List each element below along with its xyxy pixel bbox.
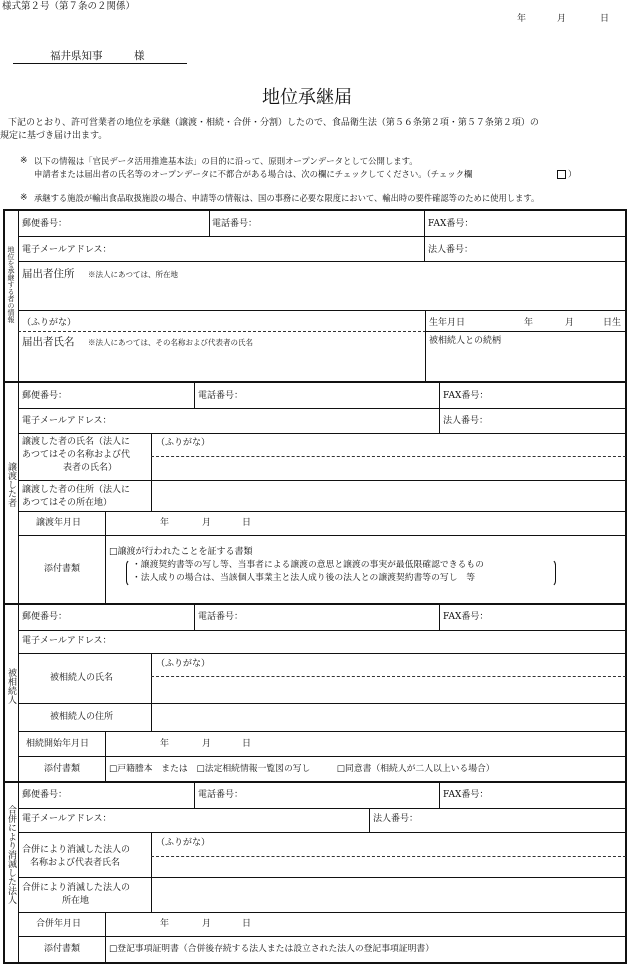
row-line xyxy=(18,936,626,937)
form-top-border xyxy=(3,209,626,211)
furigana-dashed-line xyxy=(151,456,626,457)
merger-name-line1: 合併により消滅した法人の xyxy=(22,845,131,855)
merger-cell-divider xyxy=(105,912,106,962)
merger-side-label: 合併により消滅した法人 xyxy=(6,805,16,904)
merger-cell-divider xyxy=(439,781,440,808)
row-line xyxy=(18,630,626,631)
decedent-date-day: 日 xyxy=(242,739,252,749)
merger-cell-divider xyxy=(369,808,370,832)
transferor-email-label: 電子メールアドレス： xyxy=(22,416,112,426)
successor-email-label: 電子メールアドレス： xyxy=(22,245,112,255)
page-title: 地位承継届 xyxy=(262,87,352,108)
successor-relation-label: 被相続人との続柄 xyxy=(429,336,502,346)
successor-postal-label: 郵便番号： xyxy=(22,219,68,229)
addressee-underline xyxy=(13,63,187,64)
note1-close: ） xyxy=(568,169,577,179)
merger-corp-no-label: 法人番号： xyxy=(373,814,419,824)
note2-text: 承継する施設が輸出食品取扱施設の場合、申請等の情報は、国の事務に必要な限度において、輸出時の要件確認等のために使用します。 xyxy=(34,193,540,203)
decedent-furigana-label: （ふりがな） xyxy=(156,659,211,669)
successor-furigana-label: （ふりがな） xyxy=(22,318,77,328)
merger-attach-label: 添付書類 xyxy=(44,944,81,954)
opendata-checkbox[interactable] xyxy=(557,170,566,182)
transferor-side-label: 譲渡した者 xyxy=(6,462,16,507)
row-line xyxy=(18,310,626,311)
date-month-label: 月 xyxy=(557,14,567,24)
note1-line1: 以下の情報は「官民データ活用推進基本法」の目的に沿って、原則オープンデータとして公開します。 xyxy=(34,156,418,166)
successor-address-field[interactable] xyxy=(22,284,622,306)
merger-date-label: 合併年月日 xyxy=(36,919,82,929)
successor-name-note: ※法人にあつては、その名称および代表者の氏名 xyxy=(88,338,253,347)
transferor-postal-label: 郵便番号： xyxy=(22,391,68,401)
successor-birth-label: 生年月日 xyxy=(429,318,466,328)
merger-date-year: 年 xyxy=(160,919,170,929)
transferor-address-line1: 譲渡した者の住所（法人に xyxy=(22,485,131,495)
section-divider-3 xyxy=(3,781,626,783)
successor-cell-divider xyxy=(424,209,425,236)
successor-address-note: ※法人にあつては、所在地 xyxy=(88,270,178,279)
section-divider-1 xyxy=(3,381,626,383)
row-line xyxy=(18,653,626,654)
row-line xyxy=(18,480,626,481)
row-line xyxy=(18,433,626,434)
merger-date-day: 日 xyxy=(242,919,252,929)
row-line xyxy=(425,331,626,332)
decedent-start-label: 相続開始年月日 xyxy=(26,739,90,749)
row-line xyxy=(18,808,626,809)
successor-birth-month: 月 xyxy=(565,318,575,328)
date-day-label: 日 xyxy=(600,14,610,24)
transferor-furigana-label: （ふりがな） xyxy=(156,438,211,448)
decedent-date-year: 年 xyxy=(160,739,170,749)
transferor-date-month: 月 xyxy=(202,518,212,528)
row-line xyxy=(18,912,626,913)
decedent-name-label: 被相続人の氏名 xyxy=(50,673,114,683)
transferor-cell-divider xyxy=(105,511,106,603)
transferor-corp-no-label: 法人番号： xyxy=(443,416,489,426)
row-line xyxy=(18,511,626,512)
transferor-name-line3: 表者の氏名） xyxy=(63,463,118,473)
transferor-attach-bullet1: ・譲渡契約書等の写し等、当事者による譲渡の意思と譲渡の事実が最低限確認できるもの xyxy=(132,560,484,570)
note1-mark: ※ xyxy=(20,156,28,166)
decedent-cell-divider xyxy=(439,603,440,630)
transferor-address-line2: あつてはその所在地） xyxy=(22,498,113,508)
decedent-attach-options[interactable]: □戸籍謄本 または □法定相続情報一覧図の写し □同意書（相続人が二人以上いる場合） xyxy=(109,764,495,774)
transferor-date-label: 譲渡年月日 xyxy=(36,518,82,528)
successor-cell-divider xyxy=(209,209,210,236)
row-line xyxy=(18,236,626,237)
row-line xyxy=(18,756,626,757)
intro-line1: 下記のとおり、許可営業者の地位を承継（譲渡・相続・合併・分割）したので、食品衛生法（第５６条第２項・第５７条第２項）の xyxy=(8,118,539,128)
transferor-name-line2: あつてはその名称および代 xyxy=(22,450,131,460)
note2-mark: ※ xyxy=(20,193,28,203)
successor-birth-day: 日生 xyxy=(603,318,622,328)
form-bottom-border xyxy=(3,962,626,964)
transferor-date-day: 日 xyxy=(242,518,252,528)
successor-name-label: 届出者氏名 xyxy=(22,336,75,348)
merger-date-month: 月 xyxy=(202,919,212,929)
merger-fax-label: FAX番号： xyxy=(443,790,489,800)
date-year-label: 年 xyxy=(517,14,527,24)
decedent-attach-label: 添付書類 xyxy=(44,764,81,774)
decedent-email-label: 電子メールアドレス： xyxy=(22,636,112,646)
merger-attach-option[interactable]: □登記事項証明書（合併後存続する法人または設立された法人の登記事項証明書） xyxy=(109,944,435,954)
merger-name-line2: 名称および代表者氏名 xyxy=(30,858,121,868)
transferor-cell-divider xyxy=(439,408,440,433)
row-line xyxy=(18,703,626,704)
transferor-fax-label: FAX番号： xyxy=(443,391,489,401)
merger-address-line1: 合併により消滅した法人の xyxy=(22,883,131,893)
decedent-date-month: 月 xyxy=(202,739,212,749)
addressee-suffix: 様 xyxy=(134,50,145,62)
merger-cell-divider xyxy=(194,781,195,808)
successor-side-label: 地位を承継する者の情報 xyxy=(7,246,15,323)
merger-email-label: 電子メールアドレス： xyxy=(22,814,112,824)
decedent-cell-divider xyxy=(151,653,152,731)
transferor-attach-bullet2: ・法人成りの場合は、当該個人事業主と法人成り後の法人との譲渡契約書等の写し 等 xyxy=(132,573,476,583)
intro-line2: 規定に基づき届け出ます。 xyxy=(0,131,108,141)
decedent-address-label: 被相続人の住所 xyxy=(50,712,114,722)
row-line xyxy=(18,535,626,536)
successor-birth-year: 年 xyxy=(524,318,534,328)
furigana-dashed-line xyxy=(18,331,426,332)
row-line xyxy=(18,408,626,409)
transferor-cell-divider xyxy=(151,433,152,511)
furigana-dashed-line xyxy=(151,676,626,677)
successor-phone-label: 電話番号： xyxy=(212,219,258,229)
note1-line2: 申請者または届出者の氏名等のオープンデータに不都合がある場合は、次の欄にチェックしてください。（チェック欄 xyxy=(34,169,473,179)
row-line xyxy=(18,731,626,732)
merger-cell-divider xyxy=(151,832,152,912)
transferor-name-line1: 譲渡した者の氏名（法人に xyxy=(22,437,131,447)
decedent-fax-label: FAX番号： xyxy=(443,612,489,622)
decedent-cell-divider xyxy=(194,603,195,630)
form-right-border xyxy=(625,209,627,964)
section-divider-2 xyxy=(3,603,626,605)
furigana-dashed-line xyxy=(151,856,626,857)
row-line xyxy=(18,261,626,262)
successor-fax-label: FAX番号： xyxy=(428,219,474,229)
row-line xyxy=(18,877,626,878)
form-number: 様式第２号（第７条の２関係） xyxy=(2,1,136,12)
transferor-attach-main[interactable]: □譲渡が行われたことを証する書類 xyxy=(109,547,253,557)
transferor-date-year: 年 xyxy=(160,518,170,528)
merger-phone-label: 電話番号： xyxy=(198,790,244,800)
transferor-cell-divider xyxy=(439,381,440,408)
merger-address-line2: 所在地 xyxy=(62,896,90,906)
successor-cell-divider xyxy=(425,310,426,381)
successor-cell-divider xyxy=(424,236,425,261)
successor-corp-no-label: 法人番号： xyxy=(428,245,474,255)
decedent-side-label: 被相続人 xyxy=(6,668,16,704)
transferor-phone-label: 電話番号： xyxy=(198,391,244,401)
transferor-attach-label: 添付書類 xyxy=(44,564,81,574)
addressee-name: 福井県知事 xyxy=(50,50,103,62)
row-line xyxy=(18,832,626,833)
side-label-divider xyxy=(18,209,19,962)
decedent-phone-label: 電話番号： xyxy=(198,612,244,622)
merger-furigana-label: （ふりがな） xyxy=(156,838,211,848)
successor-address-label: 届出者住所 xyxy=(22,268,75,280)
merger-postal-label: 郵便番号： xyxy=(22,790,68,800)
decedent-postal-label: 郵便番号： xyxy=(22,612,68,622)
transferor-cell-divider xyxy=(194,381,195,408)
